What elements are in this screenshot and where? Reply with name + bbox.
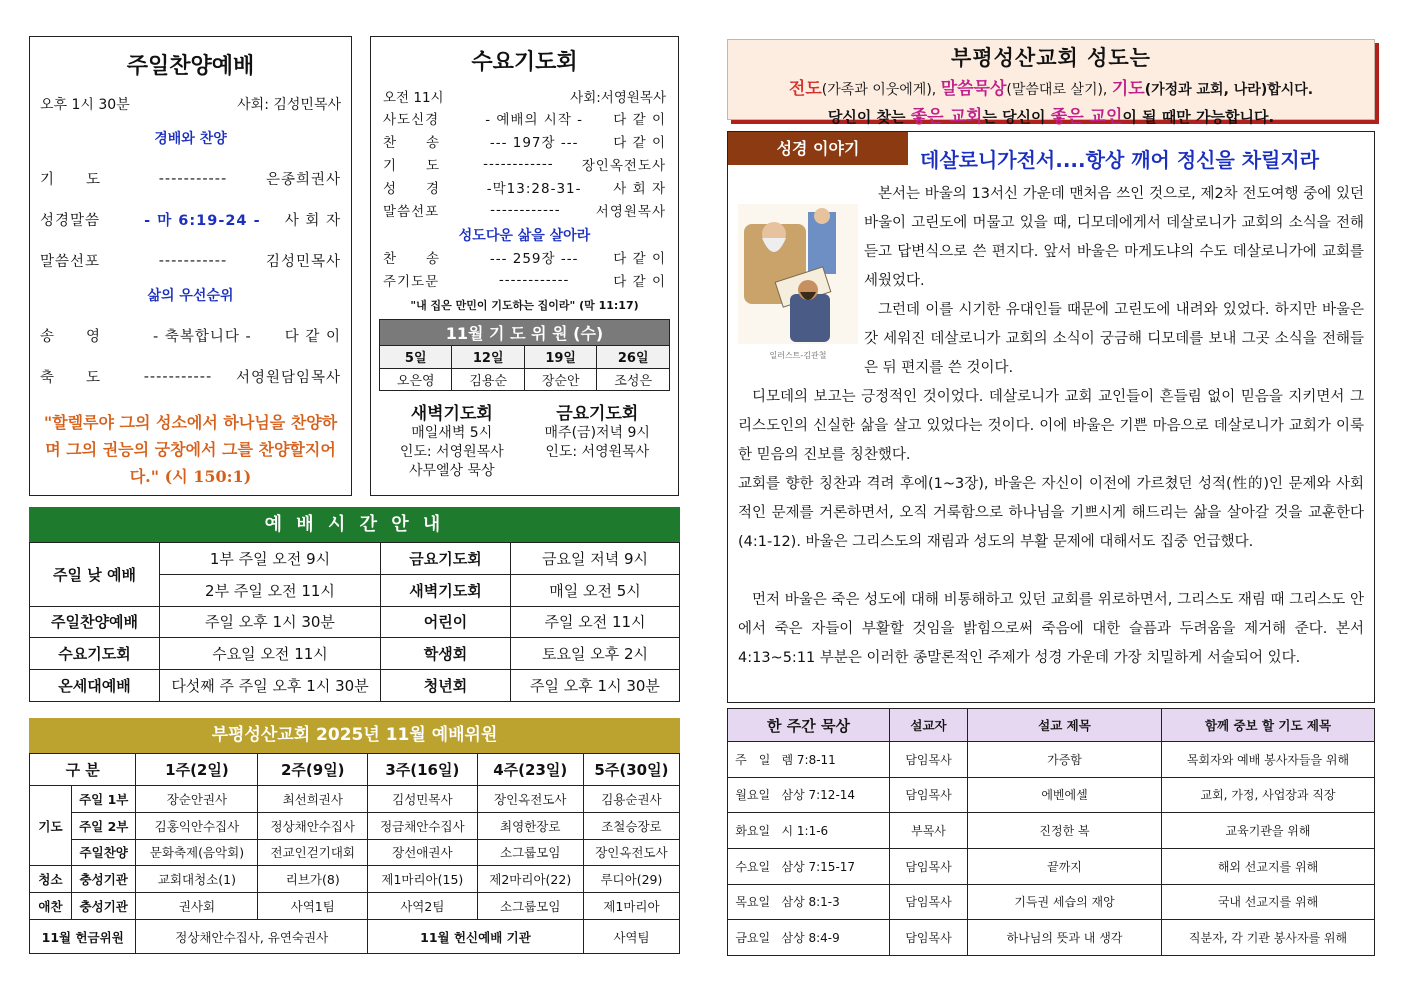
sunday-worship-box <box>29 36 352 496</box>
committee-cell: 최영한장로 <box>477 812 583 839</box>
motto-text-4: 당신이 찾는 <box>827 108 911 126</box>
prayer-members-table <box>379 319 670 391</box>
prayer-date: 5일 <box>380 346 452 369</box>
sunday-order-2 <box>40 325 341 387</box>
weekly-cell: 시 1:1-6 <box>778 813 890 849</box>
prayer-member: 조성은 <box>597 368 670 391</box>
weekly-meditation-section <box>727 708 1375 956</box>
order-detail: ----------- <box>158 170 228 187</box>
motto-evangelism: 전도 <box>788 79 822 99</box>
weekly-cell: 해외 선교지를 위해 <box>1162 848 1375 884</box>
committee-header-cell: 1주(2일) <box>136 754 258 786</box>
schedule-section <box>29 507 680 702</box>
motto-meditation: 말씀묵상 <box>940 79 1007 99</box>
weekly-cell: 담임목사 <box>890 920 968 956</box>
order-detail: - 예배의 시작 - <box>485 111 584 128</box>
motto-good-member: 좋은 교인 <box>1050 107 1123 127</box>
weekly-cell: 기득권 세습의 재앙 <box>968 884 1162 920</box>
prayer-member: 오은영 <box>380 368 452 391</box>
committee-cell: 최선희권사 <box>258 786 368 813</box>
schedule-cell: 수요일 오전 11시 <box>160 638 381 670</box>
weekly-header-cell: 함께 중보 할 기도 제목 <box>1162 709 1375 742</box>
bible-paragraph-3: 디모데의 보고는 긍정적인 것이었다. 데살로니가 교회 교인들이 흔들림 없이 믿음을 지키면서 그리스도인의 신실한 삶을 살고 있었다는 것이다. 이에 바울은 기쁜 마음으로 데살로니가 교회가 이룩한 믿음의 진보를 칭찬했다. <box>738 389 1364 463</box>
weekly-cell: 삼상 8:4-9 <box>778 920 890 956</box>
weekly-cell: 가증함 <box>968 742 1162 778</box>
dawn-prayer-block <box>379 399 525 481</box>
committee-cell: 장순안권사 <box>136 786 258 813</box>
order-row <box>40 168 341 189</box>
order-person: 다 같 이 <box>613 134 666 151</box>
order-row <box>40 325 341 346</box>
order-item: 말씀선포 <box>40 254 101 270</box>
bible-paragraph-2: 그런데 이를 시기한 유대인들 때문에 고린도에 내려와 있었다. 하지만 바울은 갓 세워진 데살로니가 교회의 소식이 궁금해 디모데를 보내 그곳 소식을 전해들은 뒤 편지를 쓴 것이다. <box>864 302 1365 376</box>
weekly-cell: 화요일 <box>728 813 778 849</box>
committee-header-cell: 2주(9일) <box>258 754 368 786</box>
order-detail: ------------ <box>490 201 561 218</box>
weekly-cell: 직분자, 각 기관 봉사자를 위해 <box>1162 920 1375 956</box>
order-person: 다 같 이 <box>613 111 666 128</box>
committee-cell: 교회대청소(1) <box>136 866 258 893</box>
dawn-prayer-line: 매일새벽 5시 <box>411 425 493 441</box>
wednesday-prayer-box <box>370 36 679 496</box>
order-row <box>379 198 670 221</box>
order-item: 축 도 <box>40 370 102 386</box>
committee-section <box>29 718 680 954</box>
committee-cell: 문화축제(음악회) <box>136 839 258 866</box>
prayer-members-title: 11월 기 도 위 원 (수) <box>380 320 670 346</box>
weekly-cell: 수요일 <box>728 848 778 884</box>
motto-text-3: (가정과 교회, 나라)합시다. <box>1144 82 1314 98</box>
order-row <box>379 152 670 175</box>
sunday-time: 오후 1시 30분 <box>40 97 130 113</box>
order-row <box>379 245 670 268</box>
order-item: 송 영 <box>40 329 102 345</box>
weekly-meditation-table <box>727 708 1375 956</box>
weekly-header-row <box>728 709 1375 742</box>
schedule-cell: 주일찬양예배 <box>30 606 160 638</box>
order-detail: ------------ <box>483 155 554 172</box>
schedule-cell: 어린이 <box>381 606 511 638</box>
schedule-cell: 온세대예배 <box>30 670 160 702</box>
order-person: 다 같 이 <box>284 329 341 345</box>
motto-line-1 <box>728 74 1374 99</box>
weekly-cell: 에벤에셀 <box>968 777 1162 813</box>
committee-cell: 제1마리아 <box>583 893 679 920</box>
wednesday-order-2 <box>379 245 670 291</box>
committee-table <box>29 753 680 954</box>
wednesday-subtitle: 성도다운 삶을 살아라 <box>458 228 591 244</box>
weekly-header-cell: 한 주간 묵상 <box>728 709 890 742</box>
schedule-row <box>30 638 680 670</box>
motto-box <box>727 39 1375 127</box>
order-detail: ----------- <box>143 368 213 385</box>
order-row <box>379 175 670 198</box>
sunday-subtitle-2: 삶의 우선순위 <box>147 288 234 304</box>
schedule-cell: 2부 주일 오전 11시 <box>160 574 381 606</box>
order-item: 말씀선포 <box>383 203 440 220</box>
order-person: 김성민목사 <box>265 254 341 270</box>
prayer-date: 12일 <box>452 346 524 369</box>
committee-cell: 조철승장로 <box>583 812 679 839</box>
devotion-service-org: 사역팀 <box>583 920 679 954</box>
order-item: 찬 송 <box>383 134 441 151</box>
motto-text-2: (말씀대로 살기), <box>1006 82 1112 98</box>
committee-row <box>30 812 680 839</box>
weekly-cell: 교육기관을 위해 <box>1162 813 1375 849</box>
order-item: 찬 송 <box>383 250 441 267</box>
committee-cell: 루디아(29) <box>583 866 679 893</box>
wednesday-time: 오전 11시 <box>383 90 444 106</box>
weekly-cell: 삼상 8:1-3 <box>778 884 890 920</box>
weekly-cell: 부목사 <box>890 813 968 849</box>
friday-prayer-line: 인도: 서영원목사 <box>545 444 650 460</box>
committee-row-label: 주일 1부 <box>72 786 136 813</box>
weekly-row <box>728 884 1375 920</box>
committee-header-cell: 4주(23일) <box>477 754 583 786</box>
order-person: 은종희권사 <box>265 172 341 188</box>
weekly-cell: 진정한 복 <box>968 813 1162 849</box>
schedule-title: 예 배 시 간 안 내 <box>29 507 680 542</box>
order-person: 사 회 자 <box>613 180 666 197</box>
wednesday-order-1 <box>379 106 670 221</box>
dawn-prayer-line: 인도: 서영원목사 <box>399 444 504 460</box>
committee-group-label: 기도 <box>30 786 72 866</box>
order-detail: ----------- <box>158 252 228 269</box>
friday-prayer-block <box>525 399 671 481</box>
bible-paragraph-4: 교회를 향한 칭찬과 격려 후에(1~3장), 바울은 자신이 이전에 가르쳤던 성적(性的)인 문제와 사회적인 문제를 거론하면서, 오직 거룩함으로 하나님을 기쁘시게 해드리는 삶을 살아갈 것을 교훈한다(4:1-12). 바울은 그리스도의 재림과 성도의 부활 문제에 대해서도 집중 언급했다. <box>738 476 1364 550</box>
weekly-cell: 주 일 <box>728 742 778 778</box>
weekly-cell: 삼상 7:12-14 <box>778 777 890 813</box>
committee-cell: 제1마리아(15) <box>368 866 478 893</box>
bible-paragraph-1: 본서는 바울의 13서신 가운데 맨처음 쓰인 것으로, 제2차 전도여행 중에 있던 바울이 고린도에 머물고 있을 때, 디모데에게서 데살로니가 교회의 소식을 전해듣고 답변식으로 쓴 편지다. 앞서 바울은 마게도냐의 수도 데살로니가에 교회를 세웠었다. <box>864 186 1364 289</box>
offering-committee-label: 11월 헌금위원 <box>30 920 136 954</box>
schedule-cell: 새벽기도회 <box>381 574 511 606</box>
weekly-cell: 끝까지 <box>968 848 1162 884</box>
weekly-cell: 국내 선교지를 위해 <box>1162 884 1375 920</box>
friday-prayer-title: 금요기도회 <box>556 404 639 424</box>
sunday-verse: "할렐루야 그의 성소에서 하나님을 찬양하며 그의 권능의 궁창에서 그를 찬양할지어다." (시 150:1) <box>43 413 338 486</box>
prayer-member: 김용순 <box>452 368 524 391</box>
schedule-cell: 학생회 <box>381 638 511 670</box>
committee-group-label: 애찬 <box>30 893 72 920</box>
order-row <box>40 209 341 230</box>
motto-title: 부평성산교회 성도는 <box>951 46 1151 70</box>
order-row <box>379 106 670 129</box>
schedule-table <box>29 542 680 702</box>
schedule-cell: 금요일 저녁 9시 <box>511 543 680 575</box>
committee-cell: 김성민목사 <box>368 786 478 813</box>
schedule-cell: 토요일 오후 2시 <box>511 638 680 670</box>
order-item: 주기도문 <box>383 273 440 290</box>
committee-cell: 정금채안수집사 <box>368 812 478 839</box>
order-item: 성 경 <box>383 180 441 197</box>
committee-cell: 장인옥전도사 <box>583 839 679 866</box>
schedule-cell: 1부 주일 오전 9시 <box>160 543 381 575</box>
weekly-row <box>728 813 1375 849</box>
weekly-cell: 목회자와 예배 봉사자들을 위해 <box>1162 742 1375 778</box>
weekly-cell: 담임목사 <box>890 777 968 813</box>
order-detail: --- 197장 --- <box>489 134 579 151</box>
committee-cell: 정상채안수집사 <box>258 812 368 839</box>
bible-illustration <box>738 204 858 359</box>
schedule-cell: 주일 오전 11시 <box>511 606 680 638</box>
sunday-title: 주일찬양예배 <box>126 54 255 79</box>
order-person: 사 회 자 <box>284 213 341 229</box>
committee-cell: 리브가(8) <box>258 866 368 893</box>
bible-story-title: 데살로니가전서....항상 깨어 정신을 차릴지라 <box>920 148 1320 172</box>
order-row <box>379 129 670 152</box>
weekly-row <box>728 742 1375 778</box>
motto-line-2 <box>728 102 1374 127</box>
committee-cell: 권사회 <box>136 893 258 920</box>
committee-row-label: 충성기관 <box>72 866 136 893</box>
weekly-row <box>728 777 1375 813</box>
order-detail: - 마 6:19-24 - <box>144 213 261 229</box>
motto-good-church: 좋은 교회 <box>910 107 983 127</box>
schedule-cell: 다섯째 주 주일 오후 1시 30분 <box>160 670 381 702</box>
committee-cell: 장인옥전도사 <box>477 786 583 813</box>
order-person: 서영원목사 <box>595 203 666 220</box>
motto-text-5: 는 당신이 <box>982 108 1051 126</box>
schedule-cell: 주일 오후 1시 30분 <box>160 606 381 638</box>
paul-writing-illustration <box>738 204 858 344</box>
committee-cell: 제2마리아(22) <box>477 866 583 893</box>
weekly-cell: 월요일 <box>728 777 778 813</box>
friday-prayer-line: 매주(금)저녁 9시 <box>544 425 650 441</box>
committee-cell: 전교인걷기대회 <box>258 839 368 866</box>
illustration-caption: 일러스트-김관철 <box>769 351 827 360</box>
order-person: 다 같 이 <box>613 273 666 290</box>
devotion-service-label: 11월 헌신예배 기관 <box>368 920 584 954</box>
weekly-header-cell: 설교자 <box>890 709 968 742</box>
sunday-leader: 사회: 김성민목사 <box>237 97 341 113</box>
order-item: 기 도 <box>40 172 102 188</box>
order-detail: - 축복합니다 - <box>153 329 252 345</box>
weekly-cell: 렘 7:8-11 <box>778 742 890 778</box>
committee-header-cell: 구 분 <box>30 754 136 786</box>
committee-cell: 장선애권사 <box>368 839 478 866</box>
order-row <box>40 250 341 271</box>
committee-cell: 김홍익안수집사 <box>136 812 258 839</box>
committee-header-row <box>30 754 680 786</box>
sunday-subtitle-1: 경배와 찬양 <box>154 131 227 147</box>
schedule-row <box>30 670 680 702</box>
motto-prayer: 기도 <box>1111 79 1145 99</box>
bible-story-box <box>727 131 1375 703</box>
committee-row <box>30 866 680 893</box>
wednesday-leader: 사회:서영원목사 <box>570 90 666 106</box>
sunday-order-1 <box>40 168 341 271</box>
schedule-cell: 매일 오전 5시 <box>511 574 680 606</box>
weekly-cell: 담임목사 <box>890 884 968 920</box>
schedule-cell: 주일 낮 예배 <box>30 543 160 607</box>
weekly-row <box>728 848 1375 884</box>
weekly-cell: 담임목사 <box>890 742 968 778</box>
committee-footer-row <box>30 920 680 954</box>
bible-story-tab: 성경 이야기 <box>728 132 908 165</box>
committee-header-cell: 3주(16일) <box>368 754 478 786</box>
order-item: 성경말씀 <box>40 213 101 229</box>
order-detail: ------------ <box>498 271 570 288</box>
motto-text-1: (가족과 이웃에게), <box>821 82 941 98</box>
committee-row <box>30 786 680 813</box>
schedule-row <box>30 543 680 575</box>
weekly-cell: 목요일 <box>728 884 778 920</box>
order-person: 장인옥전도사 <box>581 157 666 174</box>
prayer-date: 26일 <box>597 346 670 369</box>
order-row <box>379 268 670 291</box>
order-detail: -막13:28-31- <box>486 180 582 197</box>
schedule-cell: 청년회 <box>381 670 511 702</box>
committee-row <box>30 893 680 920</box>
order-person: 서영원담임목사 <box>235 370 341 386</box>
prayer-member: 장순안 <box>524 368 596 391</box>
order-item: 사도신경 <box>383 111 440 128</box>
schedule-cell: 금요기도회 <box>381 543 511 575</box>
weekly-header-cell: 설교 제목 <box>968 709 1162 742</box>
wednesday-title: 수요기도회 <box>471 50 578 75</box>
weekly-cell: 금요일 <box>728 920 778 956</box>
dawn-prayer-line: 사무엘상 묵상 <box>408 463 495 479</box>
order-person: 다 같 이 <box>613 250 666 267</box>
committee-cell: 김용순권사 <box>583 786 679 813</box>
wednesday-verse: "내 집은 만민이 기도하는 집이라" (막 11:17) <box>410 299 639 312</box>
motto-text-6: 이 될 때만 가능합니다. <box>1122 108 1275 126</box>
order-item: 기 도 <box>383 157 441 174</box>
committee-row <box>30 839 680 866</box>
committee-header-cell: 5주(30일) <box>583 754 679 786</box>
committee-row-label: 충성기관 <box>72 893 136 920</box>
weekly-row <box>728 920 1375 956</box>
committee-row-label: 주일 2부 <box>72 812 136 839</box>
committee-cell: 사역2팀 <box>368 893 478 920</box>
weekly-cell: 삼상 7:15-17 <box>778 848 890 884</box>
committee-cell: 소그룹모임 <box>477 839 583 866</box>
bible-paragraph-5: 먼저 바울은 죽은 성도에 대해 비통해하고 있던 교회를 위로하면서, 그리스도 재림 때 그리스도 안에서 죽은 자들이 부활할 것임을 밝힘으로써 죽음에 대한 슬픔과 두려움을 제거해 준다. 본서 4:13~5:11 부분은 이러한 종말론적인 주제가 성경 가운데 가장 치밀하게 서술되어 있다. <box>738 592 1364 666</box>
committee-cell: 소그룹모임 <box>477 893 583 920</box>
committee-row-label: 주일찬양 <box>72 839 136 866</box>
schedule-cell: 주일 오후 1시 30분 <box>511 670 680 702</box>
offering-committee-names: 정상채안수집사, 유연숙권사 <box>136 920 368 954</box>
schedule-cell: 수요기도회 <box>30 638 160 670</box>
weekly-cell: 교회, 가정, 사업장과 직장 <box>1162 777 1375 813</box>
order-row <box>40 366 341 387</box>
prayer-date: 19일 <box>524 346 596 369</box>
weekly-cell: 담임목사 <box>890 848 968 884</box>
dawn-prayer-title: 새벽기도회 <box>410 404 493 424</box>
committee-title: 부평성산교회 2025년 11월 예배위원 <box>29 718 680 753</box>
committee-cell: 사역1팀 <box>258 893 368 920</box>
order-detail: --- 259장 --- <box>489 250 579 267</box>
weekly-cell: 하나님의 뜻과 내 생각 <box>968 920 1162 956</box>
schedule-row <box>30 606 680 638</box>
committee-group-label: 청소 <box>30 866 72 893</box>
